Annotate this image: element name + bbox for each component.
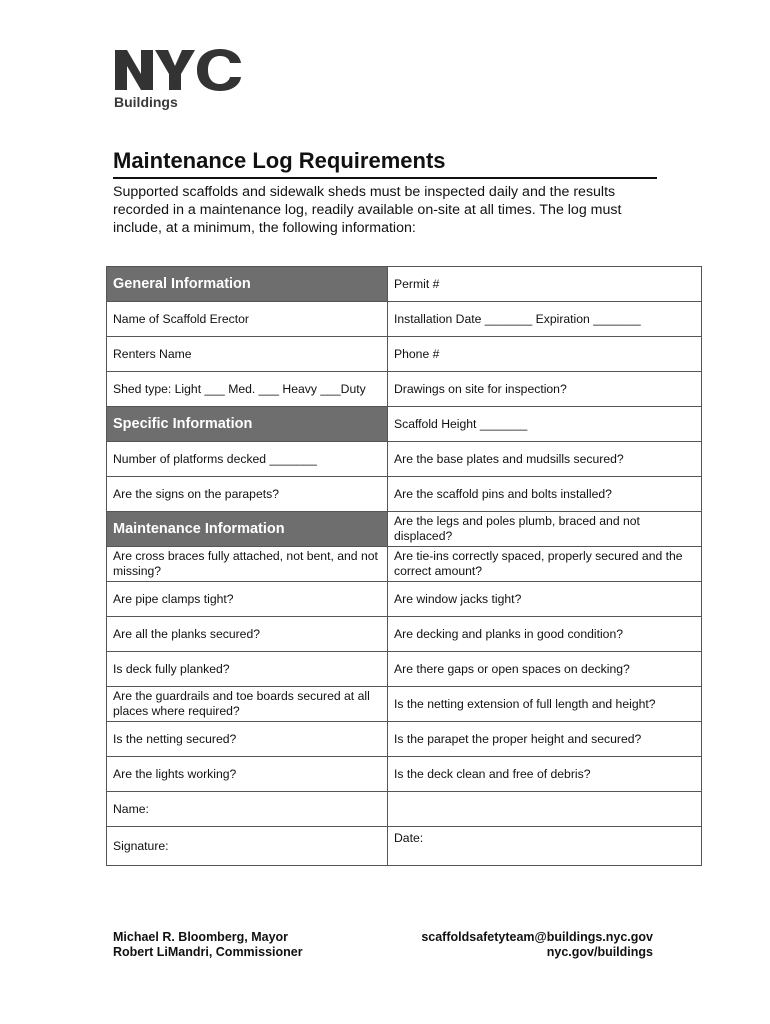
- table-cell: Is the deck clean and free of debris?: [388, 757, 702, 792]
- table-row: [107, 617, 702, 652]
- maintenance-log-table: [106, 266, 702, 866]
- footer-officials: [113, 930, 303, 960]
- table-cell: Are the guardrails and toe boards secured at all places where required?: [107, 687, 388, 722]
- signature-field-label: Signature:: [107, 827, 388, 866]
- logo-subtitle: Buildings: [114, 94, 178, 110]
- table-cell: Are tie-ins correctly spaced, properly secured and the correct amount?: [388, 547, 702, 582]
- nyc-buildings-logo: [113, 46, 245, 110]
- footer-email: scaffoldsafetyteam@buildings.nyc.gov: [421, 930, 653, 944]
- table-row: [107, 302, 702, 337]
- table-cell: Renters Name: [107, 337, 388, 372]
- footer-website: nyc.gov/buildings: [546, 945, 653, 959]
- table-cell: Is the parapet the proper height and secured?: [388, 722, 702, 757]
- table-cell: Name of Scaffold Erector: [107, 302, 388, 337]
- table-cell: Scaffold Height _______: [388, 407, 702, 442]
- section-header-maintenance: Maintenance Information: [107, 512, 388, 547]
- table-row: [107, 757, 702, 792]
- table-row: [107, 792, 702, 827]
- table-cell: Shed type: Light ___ Med. ___ Heavy ___Duty: [107, 372, 388, 407]
- table-cell: Is the netting extension of full length and height?: [388, 687, 702, 722]
- table-cell: Is the netting secured?: [107, 722, 388, 757]
- table-row: [107, 512, 702, 547]
- table-row: [107, 372, 702, 407]
- table-row: [107, 652, 702, 687]
- table-cell: Drawings on site for inspection?: [388, 372, 702, 407]
- table-cell: Installation Date _______ Expiration _______: [388, 302, 702, 337]
- table-row: [107, 407, 702, 442]
- table-row: [107, 337, 702, 372]
- table-cell: Are pipe clamps tight?: [107, 582, 388, 617]
- table-row: [107, 477, 702, 512]
- table-cell: Are the base plates and mudsills secured?: [388, 442, 702, 477]
- section-header-general: General Information: [107, 267, 388, 302]
- table-row: [107, 547, 702, 582]
- table-cell: Number of platforms decked _______: [107, 442, 388, 477]
- intro-paragraph: Supported scaffolds and sidewalk sheds must be inspected daily and the results recorded in a maintenance log, readily available on-site at all times. The log must include, at a minimum, the following information:: [113, 184, 622, 236]
- nyc-logo-icon: [113, 46, 245, 94]
- date-field-label: Date:: [388, 827, 702, 866]
- footer-mayor: Michael R. Bloomberg, Mayor: [113, 930, 289, 944]
- table-cell: Are the signs on the parapets?: [107, 477, 388, 512]
- table-cell: Are cross braces fully attached, not bent, and not missing?: [107, 547, 388, 582]
- footer-contact: [421, 930, 653, 960]
- table-cell-empty: [388, 792, 702, 827]
- table-row: [107, 687, 702, 722]
- table-cell: Is deck fully planked?: [107, 652, 388, 687]
- table-cell: Are the scaffold pins and bolts installed?: [388, 477, 702, 512]
- table-row: [107, 582, 702, 617]
- table-cell: Permit #: [388, 267, 702, 302]
- table-row: [107, 827, 702, 866]
- table-cell: Are the legs and poles plumb, braced and not displaced?: [388, 512, 702, 547]
- table-cell: Are decking and planks in good condition?: [388, 617, 702, 652]
- page-title: Maintenance Log Requirements: [113, 148, 657, 179]
- table-row: [107, 442, 702, 477]
- table-cell: Are there gaps or open spaces on decking?: [388, 652, 702, 687]
- table-cell: Are window jacks tight?: [388, 582, 702, 617]
- table-cell: Are the lights working?: [107, 757, 388, 792]
- name-field-label: Name:: [107, 792, 388, 827]
- table-row: [107, 722, 702, 757]
- table-cell: Are all the planks secured?: [107, 617, 388, 652]
- section-header-specific: Specific Information: [107, 407, 388, 442]
- table-cell: Phone #: [388, 337, 702, 372]
- footer-commissioner: Robert LiMandri, Commissioner: [113, 945, 303, 959]
- table-row: [107, 267, 702, 302]
